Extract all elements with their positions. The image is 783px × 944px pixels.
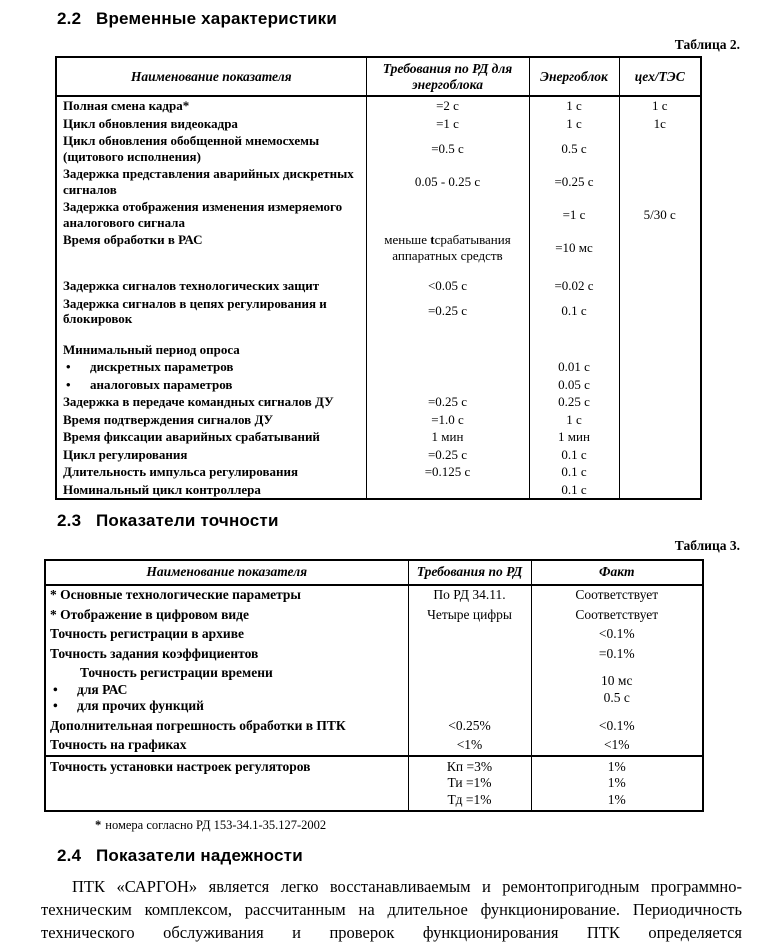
cell-tes: 5/30 с <box>619 198 701 231</box>
column-header: Энергоблок <box>529 57 619 96</box>
cell-rd: <0.25% <box>408 716 531 736</box>
table-row <box>56 96 701 115</box>
section-heading-2-2 <box>57 9 783 29</box>
cell-tes <box>619 277 701 295</box>
table-row <box>56 295 701 328</box>
cell-rd: <0.05 с <box>366 277 529 295</box>
section-title: Временные характеристики <box>96 9 338 28</box>
column-header: Требования по РД <box>408 560 531 585</box>
row-label: Время фиксации аварийных срабатываний <box>56 428 366 446</box>
cell-block: 0.1 с <box>529 463 619 481</box>
bullet-icon: • <box>66 376 71 392</box>
table-row <box>56 277 701 295</box>
table-row <box>56 132 701 165</box>
row-label: Точность на графиках <box>45 736 408 757</box>
cell-rd <box>366 198 529 231</box>
cell-rd <box>408 644 531 664</box>
table-row <box>45 756 703 811</box>
cell-rd: 1 мин <box>366 428 529 446</box>
bullet-icon: • <box>53 681 58 697</box>
sub-row-label-text: для прочих функций <box>77 698 204 713</box>
table-row <box>56 376 701 394</box>
cell-rd: =1 с <box>366 115 529 133</box>
cell-block: 1 с <box>529 115 619 133</box>
bullet-icon: • <box>53 698 58 713</box>
table-row <box>45 644 703 664</box>
table-row <box>56 341 701 359</box>
cell-rd <box>408 756 531 811</box>
table-2-header-row <box>56 57 701 96</box>
document-page <box>0 9 783 942</box>
column-header: Наименование показателя <box>56 57 366 96</box>
cell-rd: Четыре цифры <box>408 605 531 625</box>
rd-value: Кп =3% <box>446 758 493 774</box>
cell-block: 0.01 с <box>529 358 619 376</box>
row-label: Цикл регулирования <box>56 446 366 464</box>
rd-value: Ти =1% <box>447 775 492 790</box>
row-label <box>56 358 366 376</box>
table-row <box>45 625 703 645</box>
table-row <box>56 115 701 133</box>
row-label: Задержка сигналов технологических защит <box>56 277 366 295</box>
table-row <box>45 716 703 736</box>
section-heading-2-4 <box>57 846 783 866</box>
table-row <box>56 393 701 411</box>
cell-block: 1 с <box>529 96 619 115</box>
row-label: Точность регистрации в архиве <box>45 625 408 645</box>
cell-rd: =0.25 с <box>366 393 529 411</box>
cell-fact: Соответствует <box>531 605 703 625</box>
bullet-icon: • <box>66 359 71 374</box>
column-header: Требования по РД для энергоблока <box>366 57 529 96</box>
paragraph-line: ПТК «САРГОН» является легко восстанавливаемым и ремонтопригодным программно- <box>72 876 742 896</box>
table-row <box>45 736 703 757</box>
fact-value: 1% <box>607 791 626 807</box>
table-row <box>56 446 701 464</box>
table-row <box>56 198 701 231</box>
section-number: 2.2 <box>57 9 82 28</box>
column-header: Наименование показателя <box>45 560 408 585</box>
cell-tes <box>619 132 701 165</box>
row-label: * Основные технологические параметры <box>45 585 408 606</box>
row-label <box>45 664 408 717</box>
cell-block: 1 мин <box>529 428 619 446</box>
cell-tes <box>619 231 701 264</box>
body-paragraph <box>41 875 742 944</box>
cell-fact: <1% <box>531 736 703 757</box>
cell-rd: =0.5 с <box>366 132 529 165</box>
cell-tes <box>619 341 701 359</box>
table-row <box>56 428 701 446</box>
row-label: Длительность импульса регулирования <box>56 463 366 481</box>
cell-fact: <0.1% <box>531 716 703 736</box>
cell-tes <box>619 446 701 464</box>
table-3-footnote <box>95 818 783 833</box>
row-label: Точность установки настроек регуляторов <box>45 756 408 811</box>
section-heading-2-3 <box>57 511 783 531</box>
cell-tes <box>619 428 701 446</box>
cell-rd <box>366 481 529 500</box>
cell-tes <box>619 358 701 376</box>
cell-tes <box>619 411 701 429</box>
table-3-header-row <box>45 560 703 585</box>
cell-tes <box>619 463 701 481</box>
fact-value: 1% <box>607 775 626 790</box>
cell-rd: =0.25 с <box>366 446 529 464</box>
table-row <box>56 411 701 429</box>
row-label: Цикл обновления обобщенной мнемосхемы (щитового исполнения) <box>56 132 366 165</box>
row-label: Время подтверждения сигналов ДУ <box>56 411 366 429</box>
row-label: Номинальный цикл контроллера <box>56 481 366 500</box>
row-label: Задержка отображения изменения измеряемого аналогового сигнала <box>56 198 366 231</box>
cell-rd: =1.0 с <box>366 411 529 429</box>
rd-text: срабатывания аппаратных средств <box>392 232 511 263</box>
cell-block: 0.1 с <box>529 295 619 328</box>
spacer-row <box>56 264 701 277</box>
fact-value: 0.5 с <box>603 689 630 705</box>
cell-tes <box>619 376 701 394</box>
row-label: Полная смена кадра* <box>56 96 366 115</box>
cell-block: =0.02 с <box>529 277 619 295</box>
cell-fact: Соответствует <box>531 585 703 606</box>
spacer-row <box>56 328 701 341</box>
table-row <box>45 585 703 606</box>
cell-rd <box>366 231 529 264</box>
table-row <box>45 605 703 625</box>
table-row <box>56 481 701 500</box>
cell-tes <box>619 165 701 198</box>
footnote-asterisk: * <box>95 817 102 832</box>
cell-tes: 1 с <box>619 96 701 115</box>
cell-fact: <0.1% <box>531 625 703 645</box>
sub-row-label-text: для РАС <box>77 681 128 697</box>
cell-tes: 1с <box>619 115 701 133</box>
column-header: цех/ТЭС <box>619 57 701 96</box>
paragraph-line: техническим комплексом, рассчитанным на длительное функционирование. Периодичность <box>41 899 742 919</box>
cell-rd: =2 с <box>366 96 529 115</box>
row-label-text: аналоговых параметров <box>90 376 233 392</box>
row-label: Время обработки в РАС <box>56 231 366 264</box>
cell-block <box>529 341 619 359</box>
rd-text: меньше <box>384 232 431 247</box>
section-title: Показатели надежности <box>96 845 303 865</box>
row-label: Задержка в передаче командных сигналов ДУ <box>56 393 366 411</box>
cell-block: =0.25 с <box>529 165 619 198</box>
row-label: * Отображение в цифровом виде <box>45 605 408 625</box>
cell-block: 0.05 с <box>529 376 619 394</box>
table-row <box>56 463 701 481</box>
footnote-text: номера согласно РД 153-34.1-35.127-2002 <box>105 817 327 832</box>
cell-tes <box>619 295 701 328</box>
table-row <box>56 231 701 264</box>
cell-block: 0.25 с <box>529 393 619 411</box>
row-label: Задержка представления аварийных дискретных сигналов <box>56 165 366 198</box>
sub-row-label <box>50 698 404 715</box>
cell-rd: 0.05 - 0.25 с <box>366 165 529 198</box>
table-2-caption: Таблица 2. <box>674 37 740 52</box>
cell-block: 0.5 с <box>529 132 619 165</box>
section-number: 2.4 <box>57 845 82 865</box>
cell-rd <box>366 376 529 394</box>
table-2 <box>55 56 702 500</box>
cell-rd <box>408 664 531 717</box>
cell-rd <box>366 358 529 376</box>
section-number: 2.3 <box>57 511 82 530</box>
row-label: Задержка сигналов в цепях регулирования и блокировок <box>56 295 366 328</box>
paragraph-line-clipped: технического обслуживания и проверок функционирования ПТК определяется <box>41 922 742 942</box>
section-title: Показатели точности <box>96 511 279 530</box>
cell-rd: <1% <box>408 736 531 757</box>
cell-tes <box>619 481 701 500</box>
row-label-text: дискретных параметров <box>90 359 234 374</box>
cell-fact <box>531 664 703 717</box>
cell-block: 1 с <box>529 411 619 429</box>
cell-rd <box>408 625 531 645</box>
cell-fact <box>531 756 703 811</box>
cell-block: 0.1 с <box>529 446 619 464</box>
table-row <box>56 358 701 376</box>
sub-row-label: Точность регистрации времени <box>80 665 273 680</box>
fact-value: 1% <box>607 758 626 774</box>
cell-rd: =0.125 с <box>366 463 529 481</box>
row-label: Дополнительная погрешность обработки в ПТК <box>45 716 408 736</box>
cell-fact: =0.1% <box>531 644 703 664</box>
cell-rd: По РД 34.11. <box>408 585 531 606</box>
fact-value: 10 мс <box>601 673 633 689</box>
row-label: Цикл обновления видеокадра <box>56 115 366 133</box>
table-3-caption: Таблица 3. <box>674 538 740 553</box>
cell-rd <box>366 341 529 359</box>
cell-tes <box>619 393 701 411</box>
table-3 <box>44 559 704 812</box>
rd-value: Тд =1% <box>447 791 492 807</box>
cell-block: 0.1 с <box>529 481 619 500</box>
cell-block: =10 мс <box>529 231 619 264</box>
table-row-group <box>45 664 703 717</box>
row-label <box>56 376 366 394</box>
table-row <box>56 165 701 198</box>
cell-block: =1 с <box>529 198 619 231</box>
row-label: Точность задания коэффициентов <box>45 644 408 664</box>
sub-row-label <box>50 682 404 699</box>
column-header: Факт <box>531 560 703 585</box>
cell-rd: =0.25 с <box>366 295 529 328</box>
row-label: Минимальный период опроса <box>56 341 366 359</box>
rd-variable: t <box>430 232 435 247</box>
